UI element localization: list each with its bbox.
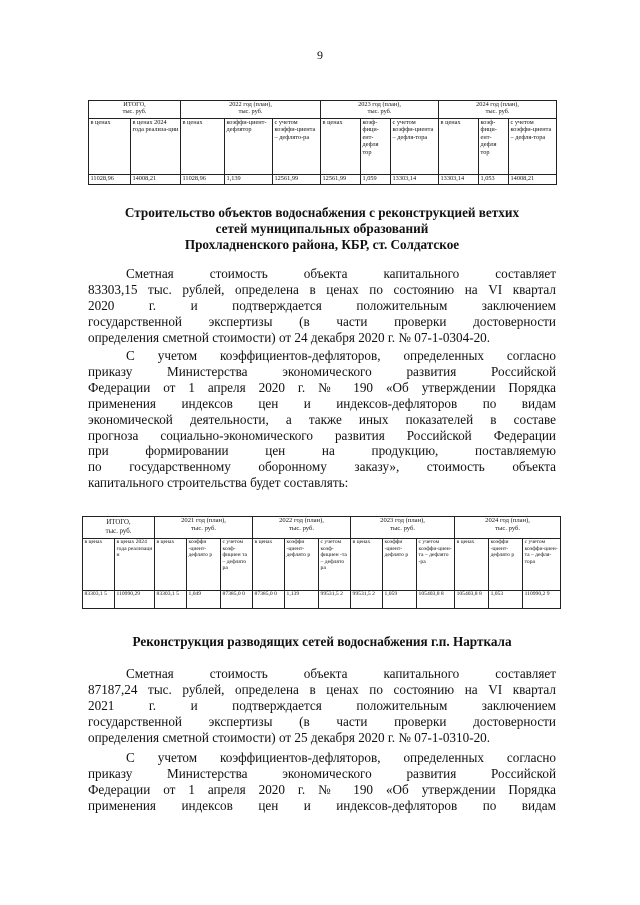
paragraph-line: при формировании цен на продукцию, поставляемую <box>88 443 556 459</box>
header-2021: 2021 год (план), тыс. руб. <box>155 517 253 539</box>
value-cell: 11028,96 <box>89 175 131 185</box>
paragraph-line: Сметная стоимость объекта капитального составляет <box>126 666 556 681</box>
value-cell: 14008,21 <box>131 175 181 185</box>
paragraph-line: приказу Министерства экономического развития Российской <box>88 765 556 781</box>
subheader-cell: коэф-фици-ент-дефля тор <box>361 119 391 175</box>
table-1-header-row <box>89 101 557 119</box>
section-2-paragraph-2 <box>88 750 556 814</box>
subheader-cell: с учетом коэф-фициен -та – дефлято ра <box>319 539 351 591</box>
subheader-cell: в ценах <box>455 539 489 591</box>
header-2022: 2022 год (план), тыс. руб. <box>253 517 351 539</box>
paragraph-line: по государственному оборонному заказу», стоимость объекта <box>88 459 556 475</box>
value-cell: 12561,99 <box>273 175 321 185</box>
value-cell: 99531,5 2 <box>319 591 351 609</box>
paragraph-line: приказу Министерства экономического развития Российской <box>88 363 556 379</box>
paragraph-line: 83303,15 тыс. рублей, определена в ценах по состоянию на VI квартал <box>88 281 556 297</box>
subheader-cell: коэффи -циент-дефлято р <box>285 539 319 591</box>
value-cell: 83303,1 5 <box>155 591 187 609</box>
subheader-cell: с учетом коэффи-циента – дефлято-ра <box>273 119 321 175</box>
paragraph-line: государственной экспертизы (в части проверки достоверности <box>88 313 556 329</box>
subheader-cell: в ценах <box>253 539 285 591</box>
header-2023: 2023 год (план), тыс. руб. <box>351 517 455 539</box>
subheader-cell: в ценах <box>155 539 187 591</box>
subheader-cell: в ценах <box>321 119 361 175</box>
section-1-title-line: Строительство объектов водоснабжения с реконструкцией ветхих <box>124 205 520 220</box>
subheader-cell: с учетом коэффи-циен-та – дефлято -ра <box>417 539 455 591</box>
subheader-cell: коэффи-циент-дефлятор <box>225 119 273 175</box>
value-cell: 83303,1 5 <box>83 591 115 609</box>
subheader-cell: в ценах <box>83 539 115 591</box>
section-2-paragraph-1 <box>88 666 556 746</box>
paragraph-line: применения индексов цен и индексов-дефляторов по видам <box>88 395 556 411</box>
value-cell: 1,139 <box>285 591 319 609</box>
value-cell: 13303,14 <box>391 175 439 185</box>
subheader-cell: коэф-фици-ент-дефля тор <box>479 119 509 175</box>
subheader-cell: с учетом коэффи-циента – дефля-тора <box>391 119 439 175</box>
table-1 <box>88 100 557 185</box>
value-cell: 11028,96 <box>181 175 225 185</box>
paragraph-line: 2020 г. и подтверждается положительным заключением <box>88 297 556 313</box>
value-cell: 1,139 <box>225 175 273 185</box>
value-cell: 1,049 <box>187 591 221 609</box>
value-cell: 12561,99 <box>321 175 361 185</box>
subheader-cell: с учетом коэф-фициен та – дефлято ра <box>221 539 253 591</box>
paragraph-line: капитального строительства будет составлять: <box>88 475 349 491</box>
paragraph-line: государственной экспертизы (в части проверки достоверности <box>88 713 556 729</box>
table-1-subheader-row <box>89 119 557 175</box>
paragraph-line: Федерации от 1 апреля 2020 г. № 190 «Об утверждении Порядка <box>88 781 556 797</box>
value-cell: 14008,21 <box>509 175 557 185</box>
subheader-cell: в ценах <box>439 119 479 175</box>
subheader-cell: в ценах <box>89 119 131 175</box>
value-cell: 1,059 <box>383 591 417 609</box>
subheader-cell: в ценах 2024 года реализаци и <box>115 539 155 591</box>
paragraph-line: экономической деятельности, а также иных показателей в составе <box>88 411 556 427</box>
subheader-cell: коэффи -циент-дефлято р <box>489 539 523 591</box>
value-cell: 110990,2 9 <box>523 591 561 609</box>
section-1-paragraph-1 <box>88 266 556 346</box>
subheader-cell: с учетом коэффи-циента – дефля-тора <box>509 119 557 175</box>
subheader-cell: в ценах <box>181 119 225 175</box>
paragraph-line: прогноза социально-экономического развития Российской Федерации <box>88 427 556 443</box>
section-1-title-line: сетей муниципальных образований <box>215 221 429 236</box>
paragraph-line: применения индексов цен и индексов-дефляторов по видам <box>88 797 556 813</box>
value-cell: 87385,0 0 <box>221 591 253 609</box>
header-2022: 2022 год (план), тыс. руб. <box>181 101 321 119</box>
header-itogo: ИТОГО, тыс. руб. <box>83 517 155 539</box>
subheader-cell: с учетом коэффи-циен-та – дефля-тора <box>523 539 561 591</box>
paragraph-line: определения сметной стоимости) от 24 декабря 2020 г. № 07-1-0304-20. <box>88 329 491 345</box>
subheader-cell: в ценах <box>351 539 383 591</box>
table-1-value-row <box>89 175 557 185</box>
value-cell: 13303,14 <box>439 175 479 185</box>
table-2-header-row <box>83 517 561 539</box>
paragraph-line: определения сметной стоимости) от 25 декабря 2020 г. № 07-1-0310-20. <box>88 729 491 745</box>
paragraph-line: 87187,24 тыс. рублей, определена в ценах по состоянию на VI квартал <box>88 681 556 697</box>
subheader-cell: в ценах 2024 года реализа-ции <box>131 119 181 175</box>
paragraph-line: Федерации от 1 апреля 2020 г. № 190 «Об утверждении Порядка <box>88 379 556 395</box>
value-cell: 110990,29 <box>115 591 155 609</box>
section-1-paragraph-2 <box>88 348 556 491</box>
table-2 <box>82 516 561 609</box>
header-itogo: ИТОГО, тыс. руб. <box>89 101 181 119</box>
value-cell: 1,053 <box>489 591 523 609</box>
header-2024: 2024 год (план), тыс. руб. <box>439 101 557 119</box>
value-cell: 1,059 <box>361 175 391 185</box>
value-cell: 105403,8 8 <box>455 591 489 609</box>
section-2-title: Реконструкция разводящих сетей водоснабжения г.п. Нарткала <box>132 634 512 649</box>
paragraph-line: С учетом коэффициентов-дефляторов, определенных согласно <box>126 750 556 765</box>
value-cell: 105403,8 8 <box>417 591 455 609</box>
value-cell: 99531,5 2 <box>351 591 383 609</box>
subheader-cell: коэффи -циент-дефлято р <box>383 539 417 591</box>
header-2024: 2024 год (план), тыс. руб. <box>455 517 561 539</box>
value-cell: 1,053 <box>479 175 509 185</box>
table-2-subheader-row <box>83 539 561 591</box>
section-1-title <box>80 205 564 253</box>
header-2023: 2023 год (план), тыс. руб. <box>321 101 439 119</box>
page-number: 9 <box>317 48 323 62</box>
section-1-title-line: Прохладненского района, КБР, ст. Солдатское <box>184 237 460 252</box>
value-cell: 87385,0 0 <box>253 591 285 609</box>
paragraph-line: 2021 г. и подтверждается положительным заключением <box>88 697 556 713</box>
paragraph-line: С учетом коэффициентов-дефляторов, определенных согласно <box>126 348 556 363</box>
paragraph-line: Сметная стоимость объекта капитального составляет <box>126 266 556 281</box>
subheader-cell: коэффи -циент-дефлято р <box>187 539 221 591</box>
table-2-value-row <box>83 591 561 609</box>
